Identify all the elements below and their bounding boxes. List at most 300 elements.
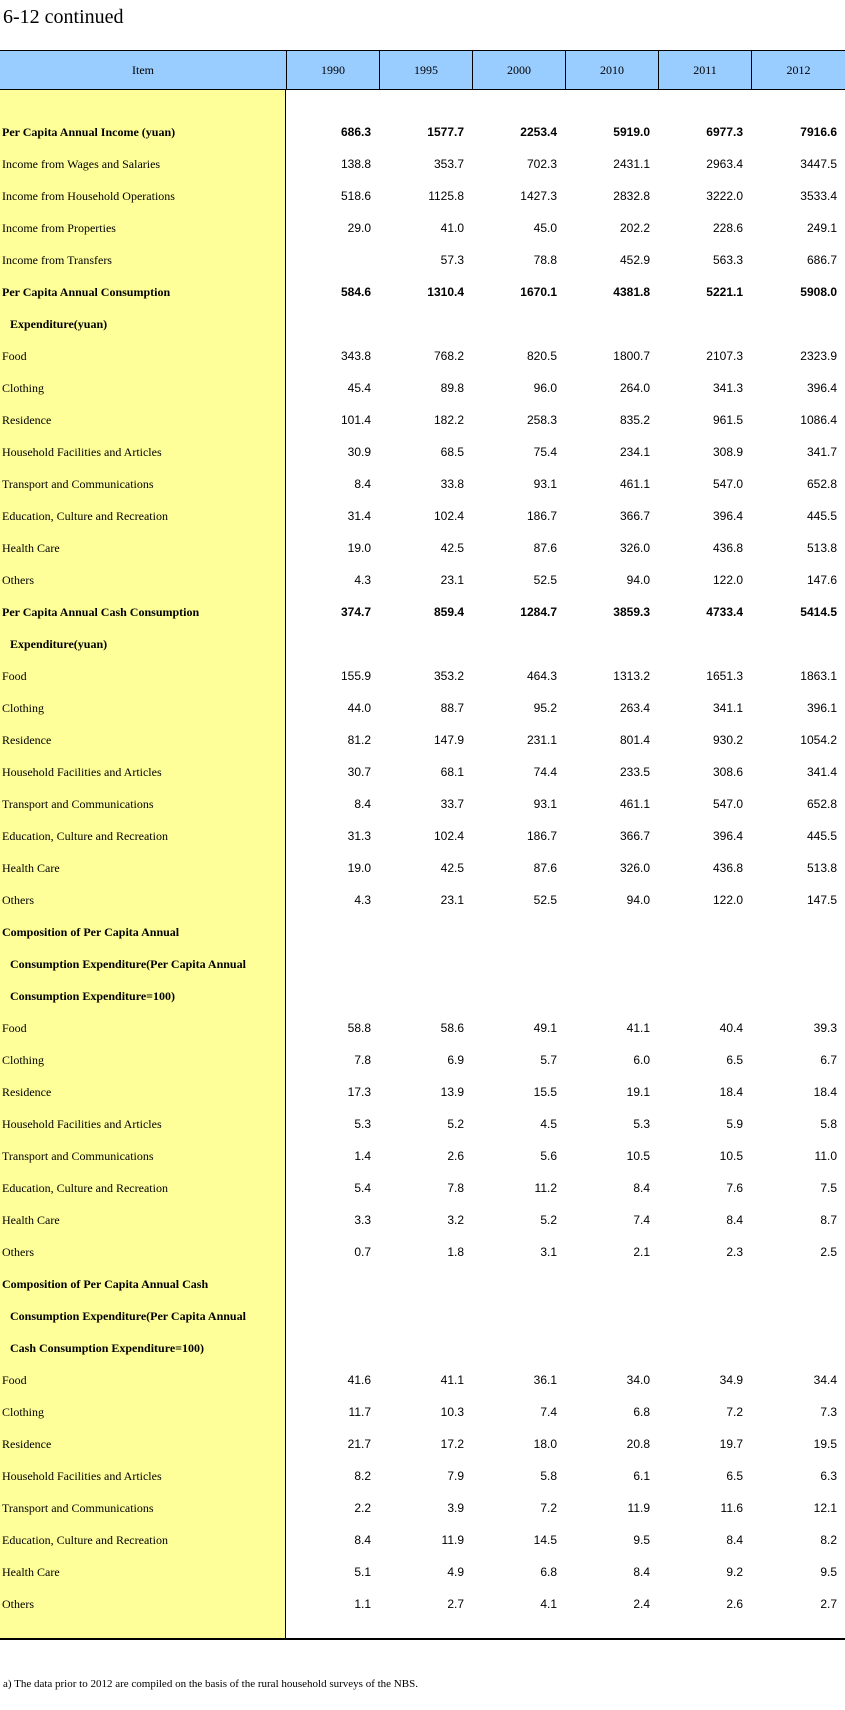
cell-2011: 2107.3 — [706, 349, 743, 363]
cell-2010: 4381.8 — [613, 285, 650, 299]
cell-2000: 231.1 — [526, 733, 557, 747]
row-label: Income from Properties — [2, 220, 116, 235]
cell-1990: 374.7 — [340, 605, 371, 619]
cell-2012: 8.2 — [820, 1533, 837, 1547]
table-row — [0, 1460, 845, 1492]
cell-1995: 10.3 — [440, 1405, 464, 1419]
cell-2011: 341.1 — [712, 701, 743, 715]
cell-1990: 5.4 — [354, 1181, 371, 1195]
table-rows — [0, 116, 845, 1620]
cell-1995: 3.9 — [447, 1501, 464, 1515]
cell-2012: 652.8 — [806, 477, 837, 491]
cell-2010: 452.9 — [619, 253, 650, 267]
header-2011: 2011 — [658, 51, 751, 89]
cell-1995: 42.5 — [440, 541, 464, 555]
cell-1995: 57.3 — [440, 253, 464, 267]
cell-2012: 1054.2 — [800, 733, 837, 747]
cell-2011: 930.2 — [712, 733, 743, 747]
cell-2000: 702.3 — [526, 157, 557, 171]
cell-1995: 353.7 — [433, 157, 464, 171]
cell-1995: 1.8 — [447, 1245, 464, 1259]
cell-2012: 341.4 — [806, 765, 837, 779]
cell-1990: 58.8 — [347, 1021, 371, 1035]
row-label: Residence — [2, 1436, 52, 1451]
table-header — [0, 50, 845, 90]
row-label: Expenditure(yuan) — [10, 316, 108, 331]
cell-2000: 5.8 — [540, 1469, 557, 1483]
table-row — [0, 756, 845, 788]
table-row — [0, 1268, 845, 1300]
cell-1995: 33.8 — [440, 477, 464, 491]
table-row — [0, 628, 845, 660]
cell-1990: 45.4 — [347, 381, 371, 395]
cell-2000: 4.5 — [540, 1117, 557, 1131]
cell-1995: 1125.8 — [428, 189, 464, 203]
footnote: a) The data prior to 2012 are compiled on the basis of the rural household surveys of the NBS. — [3, 1678, 418, 1690]
cell-2010: 6.0 — [633, 1053, 650, 1067]
cell-1995: 68.1 — [440, 765, 464, 779]
table-row — [0, 500, 845, 532]
cell-2012: 12.1 — [813, 1501, 837, 1515]
cell-2010: 6.1 — [633, 1469, 650, 1483]
table-row — [0, 276, 845, 308]
row-label: Household Facilities and Articles — [2, 444, 162, 459]
cell-2012: 1863.1 — [800, 669, 837, 683]
cell-2000: 4.1 — [540, 1597, 557, 1611]
cell-2012: 19.5 — [813, 1437, 837, 1451]
cell-2012: 11.0 — [814, 1149, 837, 1163]
cell-2011: 341.3 — [712, 381, 743, 395]
table-row — [0, 724, 845, 756]
table-row — [0, 916, 845, 948]
cell-1995: 2.7 — [447, 1597, 464, 1611]
cell-2010: 7.4 — [633, 1213, 650, 1227]
cell-2011: 2.6 — [726, 1597, 743, 1611]
cell-1990: 584.6 — [340, 285, 371, 299]
cell-2000: 18.0 — [533, 1437, 557, 1451]
cell-1990: 8.2 — [354, 1469, 371, 1483]
cell-1995: 58.6 — [440, 1021, 464, 1035]
cell-2010: 10.5 — [626, 1149, 650, 1163]
cell-2012: 3533.4 — [800, 189, 837, 203]
cell-2012: 513.8 — [806, 861, 837, 875]
cell-2012: 249.1 — [806, 221, 837, 235]
cell-2000: 52.5 — [533, 893, 557, 907]
cell-2000: 93.1 — [533, 477, 557, 491]
cell-1990: 29.0 — [347, 221, 371, 235]
cell-2012: 445.5 — [806, 829, 837, 843]
cell-1995: 768.2 — [433, 349, 464, 363]
cell-1995: 1310.4 — [427, 285, 464, 299]
cell-1995: 13.9 — [440, 1085, 464, 1099]
row-label: Income from Transfers — [2, 252, 112, 267]
cell-1995: 17.2 — [440, 1437, 464, 1451]
row-label: Others — [2, 1596, 34, 1611]
cell-1990: 31.4 — [347, 509, 371, 523]
table-row — [0, 404, 845, 436]
table-row — [0, 1012, 845, 1044]
cell-2012: 39.3 — [813, 1021, 837, 1035]
cell-2000: 36.1 — [533, 1373, 557, 1387]
cell-1995: 3.2 — [447, 1213, 464, 1227]
cell-2010: 366.7 — [619, 509, 650, 523]
row-label: Health Care — [2, 1564, 60, 1579]
cell-1990: 0.7 — [354, 1245, 371, 1259]
table-row — [0, 372, 845, 404]
row-label: Transport and Communications — [2, 1148, 154, 1163]
cell-1990: 1.1 — [354, 1597, 371, 1611]
cell-2012: 7916.6 — [800, 125, 837, 139]
cell-1995: 89.8 — [440, 381, 464, 395]
cell-2010: 461.1 — [619, 477, 650, 491]
table-row — [0, 148, 845, 180]
table-row — [0, 980, 845, 1012]
cell-1995: 6.9 — [447, 1053, 464, 1067]
cell-1995: 88.7 — [440, 701, 464, 715]
table-row — [0, 1556, 845, 1588]
row-label: Health Care — [2, 540, 60, 555]
table-row — [0, 1428, 845, 1460]
cell-2010: 202.2 — [619, 221, 650, 235]
cell-2010: 94.0 — [626, 893, 650, 907]
table-row — [0, 1204, 845, 1236]
cell-2010: 366.7 — [619, 829, 650, 843]
cell-2010: 1800.7 — [613, 349, 650, 363]
table-row — [0, 1396, 845, 1428]
cell-2000: 87.6 — [533, 861, 557, 875]
cell-1995: 23.1 — [440, 573, 464, 587]
cell-2000: 52.5 — [533, 573, 557, 587]
cell-1990: 17.3 — [347, 1085, 371, 1099]
row-label: Clothing — [2, 1404, 45, 1419]
cell-1995: 102.4 — [433, 829, 464, 843]
cell-2012: 34.4 — [813, 1373, 837, 1387]
cell-1995: 2.6 — [447, 1149, 464, 1163]
cell-2000: 464.3 — [526, 669, 557, 683]
table-row — [0, 244, 845, 276]
cell-2012: 6.7 — [820, 1053, 837, 1067]
cell-2011: 7.6 — [726, 1181, 743, 1195]
cell-2010: 20.8 — [626, 1437, 650, 1451]
cell-1990: 21.7 — [347, 1437, 371, 1451]
cell-2010: 6.8 — [633, 1405, 650, 1419]
cell-2011: 308.9 — [712, 445, 743, 459]
cell-2012: 5908.0 — [800, 285, 837, 299]
cell-2000: 11.2 — [534, 1181, 557, 1195]
row-label: Per Capita Annual Cash Consumption — [2, 604, 200, 619]
cell-2010: 5.3 — [633, 1117, 650, 1131]
cell-2010: 1313.2 — [613, 669, 650, 683]
cell-1995: 41.0 — [440, 221, 464, 235]
table-row — [0, 852, 845, 884]
cell-1990: 7.8 — [354, 1053, 371, 1067]
table-row — [0, 1076, 845, 1108]
row-label: Others — [2, 892, 34, 907]
row-label: Cash Consumption Expenditure=100) — [10, 1340, 204, 1355]
cell-2000: 186.7 — [526, 509, 557, 523]
cell-2012: 341.7 — [806, 445, 837, 459]
cell-1990: 518.6 — [340, 189, 371, 203]
cell-2010: 326.0 — [619, 541, 650, 555]
cell-2010: 2.1 — [633, 1245, 650, 1259]
table-row — [0, 1044, 845, 1076]
header-2012: 2012 — [751, 51, 845, 89]
table-row — [0, 660, 845, 692]
table-row — [0, 180, 845, 212]
cell-1990: 4.3 — [354, 893, 371, 907]
header-1995: 1995 — [379, 51, 472, 89]
cell-2010: 3859.3 — [613, 605, 650, 619]
row-label: Food — [2, 1372, 27, 1387]
cell-2011: 436.8 — [712, 541, 743, 555]
cell-1990: 8.4 — [354, 797, 371, 811]
cell-2010: 34.0 — [626, 1373, 650, 1387]
table-row — [0, 1140, 845, 1172]
cell-1990: 101.4 — [340, 413, 371, 427]
row-label: Per Capita Annual Income (yuan) — [2, 124, 176, 139]
cell-2010: 94.0 — [626, 573, 650, 587]
cell-2011: 1651.3 — [706, 669, 743, 683]
cell-1990: 44.0 — [347, 701, 371, 715]
table-row — [0, 340, 845, 372]
cell-2011: 547.0 — [712, 797, 743, 811]
table-row — [0, 884, 845, 916]
cell-1990: 1.4 — [354, 1149, 371, 1163]
cell-2010: 2431.1 — [613, 157, 650, 171]
table-row — [0, 212, 845, 244]
cell-1990: 138.8 — [340, 157, 371, 171]
cell-1995: 147.9 — [433, 733, 464, 747]
row-label: Health Care — [2, 860, 60, 875]
cell-1990: 19.0 — [347, 541, 371, 555]
cell-2011: 396.4 — [712, 829, 743, 843]
cell-2012: 396.4 — [806, 381, 837, 395]
cell-2012: 2.7 — [820, 1597, 837, 1611]
row-label: Income from Household Operations — [2, 188, 175, 203]
cell-2012: 2323.9 — [800, 349, 837, 363]
table-row — [0, 1332, 845, 1364]
cell-2010: 234.1 — [619, 445, 650, 459]
cell-2011: 396.4 — [712, 509, 743, 523]
cell-2010: 5919.0 — [613, 125, 650, 139]
cell-2011: 18.4 — [719, 1085, 743, 1099]
cell-1990: 8.4 — [354, 477, 371, 491]
cell-2011: 7.2 — [726, 1405, 743, 1419]
cell-1995: 41.1 — [440, 1373, 464, 1387]
cell-1990: 4.3 — [354, 573, 371, 587]
cell-2000: 258.3 — [526, 413, 557, 427]
cell-1990: 5.3 — [354, 1117, 371, 1131]
cell-2000: 1427.3 — [520, 189, 557, 203]
row-label: Clothing — [2, 380, 45, 395]
cell-2012: 3447.5 — [800, 157, 837, 171]
cell-2000: 15.5 — [533, 1085, 557, 1099]
cell-2000: 87.6 — [533, 541, 557, 555]
cell-1995: 68.5 — [440, 445, 464, 459]
cell-1995: 7.8 — [447, 1181, 464, 1195]
header-2010: 2010 — [565, 51, 658, 89]
cell-1990: 31.3 — [347, 829, 371, 843]
row-label: Clothing — [2, 700, 45, 715]
table-row — [0, 468, 845, 500]
table-title: 6-12 continued — [3, 6, 124, 28]
table-row — [0, 1524, 845, 1556]
cell-2000: 1670.1 — [520, 285, 557, 299]
cell-2012: 2.5 — [820, 1245, 837, 1259]
table-row — [0, 116, 845, 148]
cell-2012: 686.7 — [806, 253, 837, 267]
cell-2000: 78.8 — [533, 253, 557, 267]
row-label: Education, Culture and Recreation — [2, 1532, 168, 1547]
table-row — [0, 1108, 845, 1140]
row-label: Education, Culture and Recreation — [2, 828, 168, 843]
row-label: Transport and Communications — [2, 796, 154, 811]
row-label: Composition of Per Capita Annual — [2, 924, 180, 939]
row-label: Residence — [2, 1084, 52, 1099]
cell-2012: 147.6 — [806, 573, 837, 587]
cell-2012: 652.8 — [806, 797, 837, 811]
cell-1990: 41.6 — [347, 1373, 371, 1387]
table-row — [0, 564, 845, 596]
cell-2000: 95.2 — [533, 701, 557, 715]
cell-2011: 6977.3 — [706, 125, 743, 139]
table-body — [0, 90, 845, 1640]
cell-2010: 233.5 — [619, 765, 650, 779]
cell-2011: 40.4 — [719, 1021, 743, 1035]
table-row — [0, 788, 845, 820]
row-label: Others — [2, 1244, 34, 1259]
table-row — [0, 1588, 845, 1620]
cell-1995: 33.7 — [440, 797, 464, 811]
cell-1995: 42.5 — [440, 861, 464, 875]
cell-2000: 14.5 — [533, 1533, 557, 1547]
row-label: Consumption Expenditure=100) — [10, 988, 175, 1003]
cell-2012: 445.5 — [806, 509, 837, 523]
row-label: Residence — [2, 732, 52, 747]
cell-2011: 2963.4 — [706, 157, 743, 171]
cell-2000: 75.4 — [533, 445, 557, 459]
row-label: Composition of Per Capita Annual Cash — [2, 1276, 209, 1291]
row-label: Food — [2, 668, 27, 683]
row-label: Clothing — [2, 1052, 45, 1067]
table-row — [0, 596, 845, 628]
cell-2010: 19.1 — [626, 1085, 650, 1099]
cell-2011: 5221.1 — [706, 285, 743, 299]
cell-2010: 461.1 — [619, 797, 650, 811]
cell-2012: 7.5 — [820, 1181, 837, 1195]
cell-1995: 1577.7 — [427, 125, 464, 139]
row-label: Household Facilities and Articles — [2, 764, 162, 779]
row-label: Household Facilities and Articles — [2, 1468, 162, 1483]
cell-1995: 353.2 — [433, 669, 464, 683]
cell-2012: 6.3 — [820, 1469, 837, 1483]
cell-2000: 3.1 — [540, 1245, 557, 1259]
row-label: Expenditure(yuan) — [10, 636, 108, 651]
row-label: Consumption Expenditure(Per Capita Annual — [10, 956, 246, 971]
cell-2012: 8.7 — [820, 1213, 837, 1227]
cell-2000: 74.4 — [533, 765, 557, 779]
table-row — [0, 1492, 845, 1524]
cell-2011: 122.0 — [712, 573, 743, 587]
cell-2010: 264.0 — [619, 381, 650, 395]
cell-2011: 4733.4 — [706, 605, 743, 619]
cell-2000: 96.0 — [533, 381, 557, 395]
table-row — [0, 1300, 845, 1332]
cell-1995: 7.9 — [447, 1469, 464, 1483]
cell-2000: 5.2 — [540, 1213, 557, 1227]
cell-2000: 7.2 — [540, 1501, 557, 1515]
row-label: Education, Culture and Recreation — [2, 1180, 168, 1195]
cell-1990: 8.4 — [354, 1533, 371, 1547]
cell-2012: 5.8 — [820, 1117, 837, 1131]
table-row — [0, 820, 845, 852]
cell-2010: 8.4 — [633, 1565, 650, 1579]
table-row — [0, 692, 845, 724]
cell-2011: 2.3 — [726, 1245, 743, 1259]
cell-2012: 9.5 — [820, 1565, 837, 1579]
row-label: Income from Wages and Salaries — [2, 156, 161, 171]
cell-2012: 5414.5 — [800, 605, 837, 619]
cell-2010: 8.4 — [633, 1181, 650, 1195]
row-label: Others — [2, 572, 34, 587]
cell-2011: 6.5 — [726, 1469, 743, 1483]
cell-2000: 5.6 — [540, 1149, 557, 1163]
header-2000: 2000 — [472, 51, 565, 89]
cell-1995: 11.9 — [441, 1533, 464, 1547]
row-label: Consumption Expenditure(Per Capita Annual — [10, 1308, 246, 1323]
cell-2011: 436.8 — [712, 861, 743, 875]
cell-2010: 263.4 — [619, 701, 650, 715]
cell-1990: 3.3 — [354, 1213, 371, 1227]
table-row — [0, 1364, 845, 1396]
cell-2011: 961.5 — [712, 413, 743, 427]
cell-2011: 547.0 — [712, 477, 743, 491]
cell-2000: 1284.7 — [520, 605, 557, 619]
cell-2010: 2.4 — [633, 1597, 650, 1611]
cell-2011: 19.7 — [719, 1437, 743, 1451]
cell-2000: 7.4 — [540, 1405, 557, 1419]
cell-2011: 308.6 — [712, 765, 743, 779]
cell-1995: 4.9 — [447, 1565, 464, 1579]
cell-1995: 102.4 — [433, 509, 464, 523]
cell-1995: 182.2 — [433, 413, 464, 427]
table-row — [0, 1236, 845, 1268]
cell-1990: 81.2 — [347, 733, 371, 747]
cell-2012: 147.5 — [806, 893, 837, 907]
row-label: Transport and Communications — [2, 476, 154, 491]
cell-2012: 18.4 — [813, 1085, 837, 1099]
cell-2012: 513.8 — [806, 541, 837, 555]
cell-2000: 6.8 — [540, 1565, 557, 1579]
row-label: Food — [2, 1020, 27, 1035]
cell-2010: 326.0 — [619, 861, 650, 875]
cell-2000: 5.7 — [540, 1053, 557, 1067]
cell-2011: 228.6 — [712, 221, 743, 235]
cell-2011: 3222.0 — [706, 189, 743, 203]
cell-2000: 49.1 — [533, 1021, 557, 1035]
table-row — [0, 436, 845, 468]
cell-2011: 122.0 — [712, 893, 743, 907]
cell-2011: 5.9 — [726, 1117, 743, 1131]
cell-2011: 9.2 — [726, 1565, 743, 1579]
cell-1990: 5.1 — [354, 1565, 371, 1579]
cell-2000: 2253.4 — [520, 125, 557, 139]
cell-2000: 45.0 — [533, 221, 557, 235]
row-label: Household Facilities and Articles — [2, 1116, 162, 1131]
row-label: Residence — [2, 412, 52, 427]
row-label: Transport and Communications — [2, 1500, 154, 1515]
cell-1995: 859.4 — [433, 605, 464, 619]
